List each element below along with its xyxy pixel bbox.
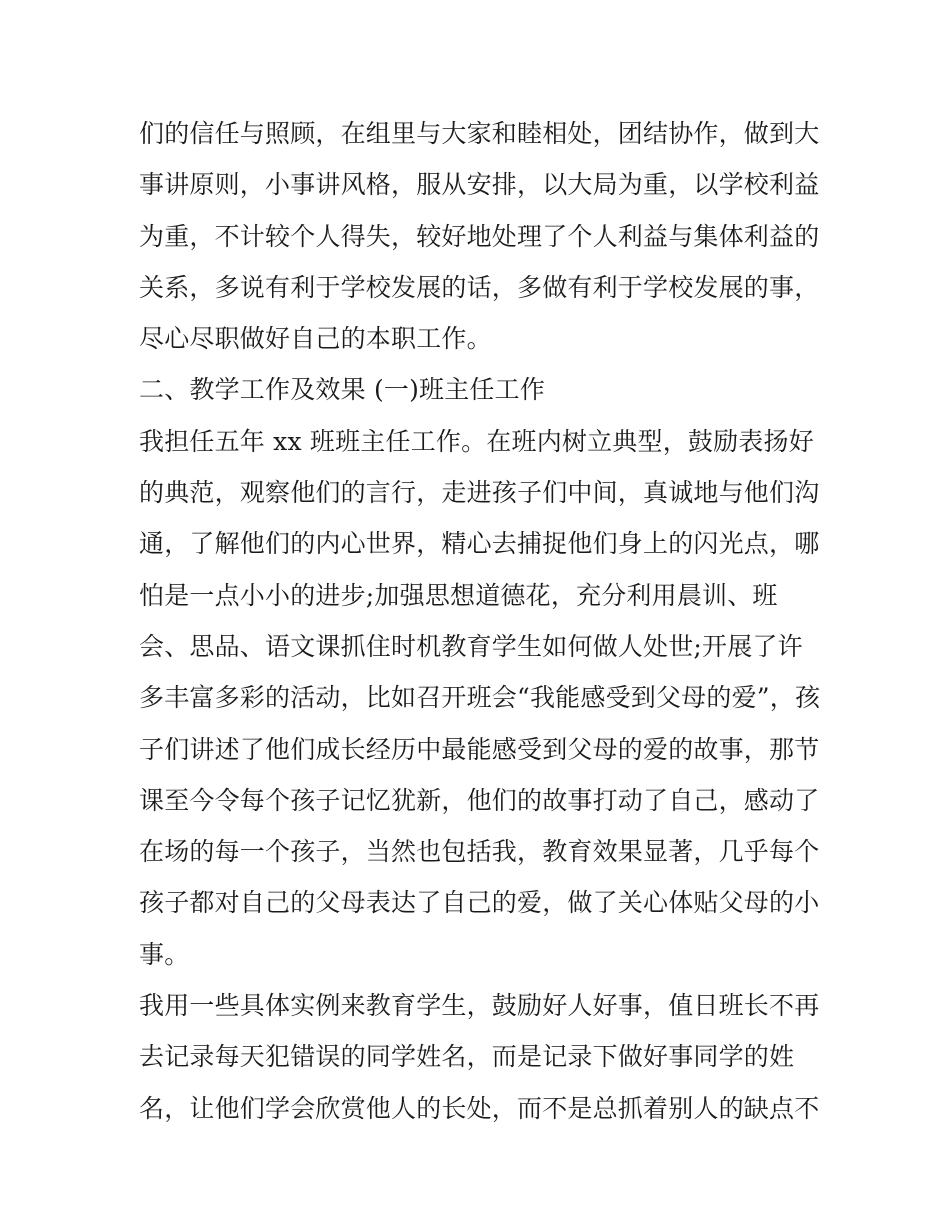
text-line-1: 们的信任与照顾，在组里与大家和睦相处，团结协作，做到大	[139, 119, 820, 148]
text-line-17: 事。	[139, 939, 190, 969]
text-line-16: 孩子都对自己的父母表达了自己的爱，做了关心体贴父母的小	[139, 888, 820, 918]
text-line-7: 我担任五年 xx 班班主任工作。在班内树立典型，鼓励表扬好	[139, 426, 814, 456]
document-body	[139, 108, 821, 1134]
section-heading: 二、教学工作及效果 (一)班主任工作	[139, 375, 546, 405]
text-line-5: 尽心尽职做好自己的本职工作。	[139, 324, 492, 354]
text-line-12: 多丰富多彩的活动，比如召开班会“我能感受到父母的爱”，孩	[139, 683, 821, 713]
text-line-10: 怕是一点小小的进步;加强思想道德花，充分利用晨训、班	[139, 580, 778, 610]
text-line-18: 我用一些具体实例来教育学生，鼓励好人好事，值日班长不再	[139, 991, 820, 1021]
text-line-20: 名，让他们学会欣赏他人的长处，而不是总抓着别人的缺点不	[139, 1093, 820, 1123]
text-line-13: 子们讲述了他们成长经历中最能感受到父母的爱的故事，那节	[139, 734, 820, 764]
text-line-14: 课至今令每个孩子记忆犹新，他们的故事打动了自己，感动了	[139, 785, 820, 815]
text-line-8: 的典范，观察他们的言行，走进孩子们中间，真诚地与他们沟	[139, 478, 820, 508]
text-line-15: 在场的每一个孩子，当然也包括我，教育效果显著，几乎每个	[139, 837, 820, 867]
text-line-9: 通，了解他们的内心世界，精心去捕捉他们身上的闪光点，哪	[139, 529, 820, 559]
text-line-4: 关系，多说有利于学校发展的话，多做有利于学校发展的事，	[139, 272, 820, 302]
text-line-11: 会、思品、语文课抓住时机教育学生如何做人处世;开展了许	[139, 631, 803, 661]
text-line-2: 事讲原则，小事讲风格，服从安排，以大局为重，以学校利益	[139, 170, 820, 200]
text-line-19: 去记录每天犯错误的同学姓名，而是记录下做好事同学的姓	[139, 1042, 795, 1072]
text-line-3: 为重，不计较个人得失，较好地处理了个人利益与集体利益的	[139, 221, 820, 251]
